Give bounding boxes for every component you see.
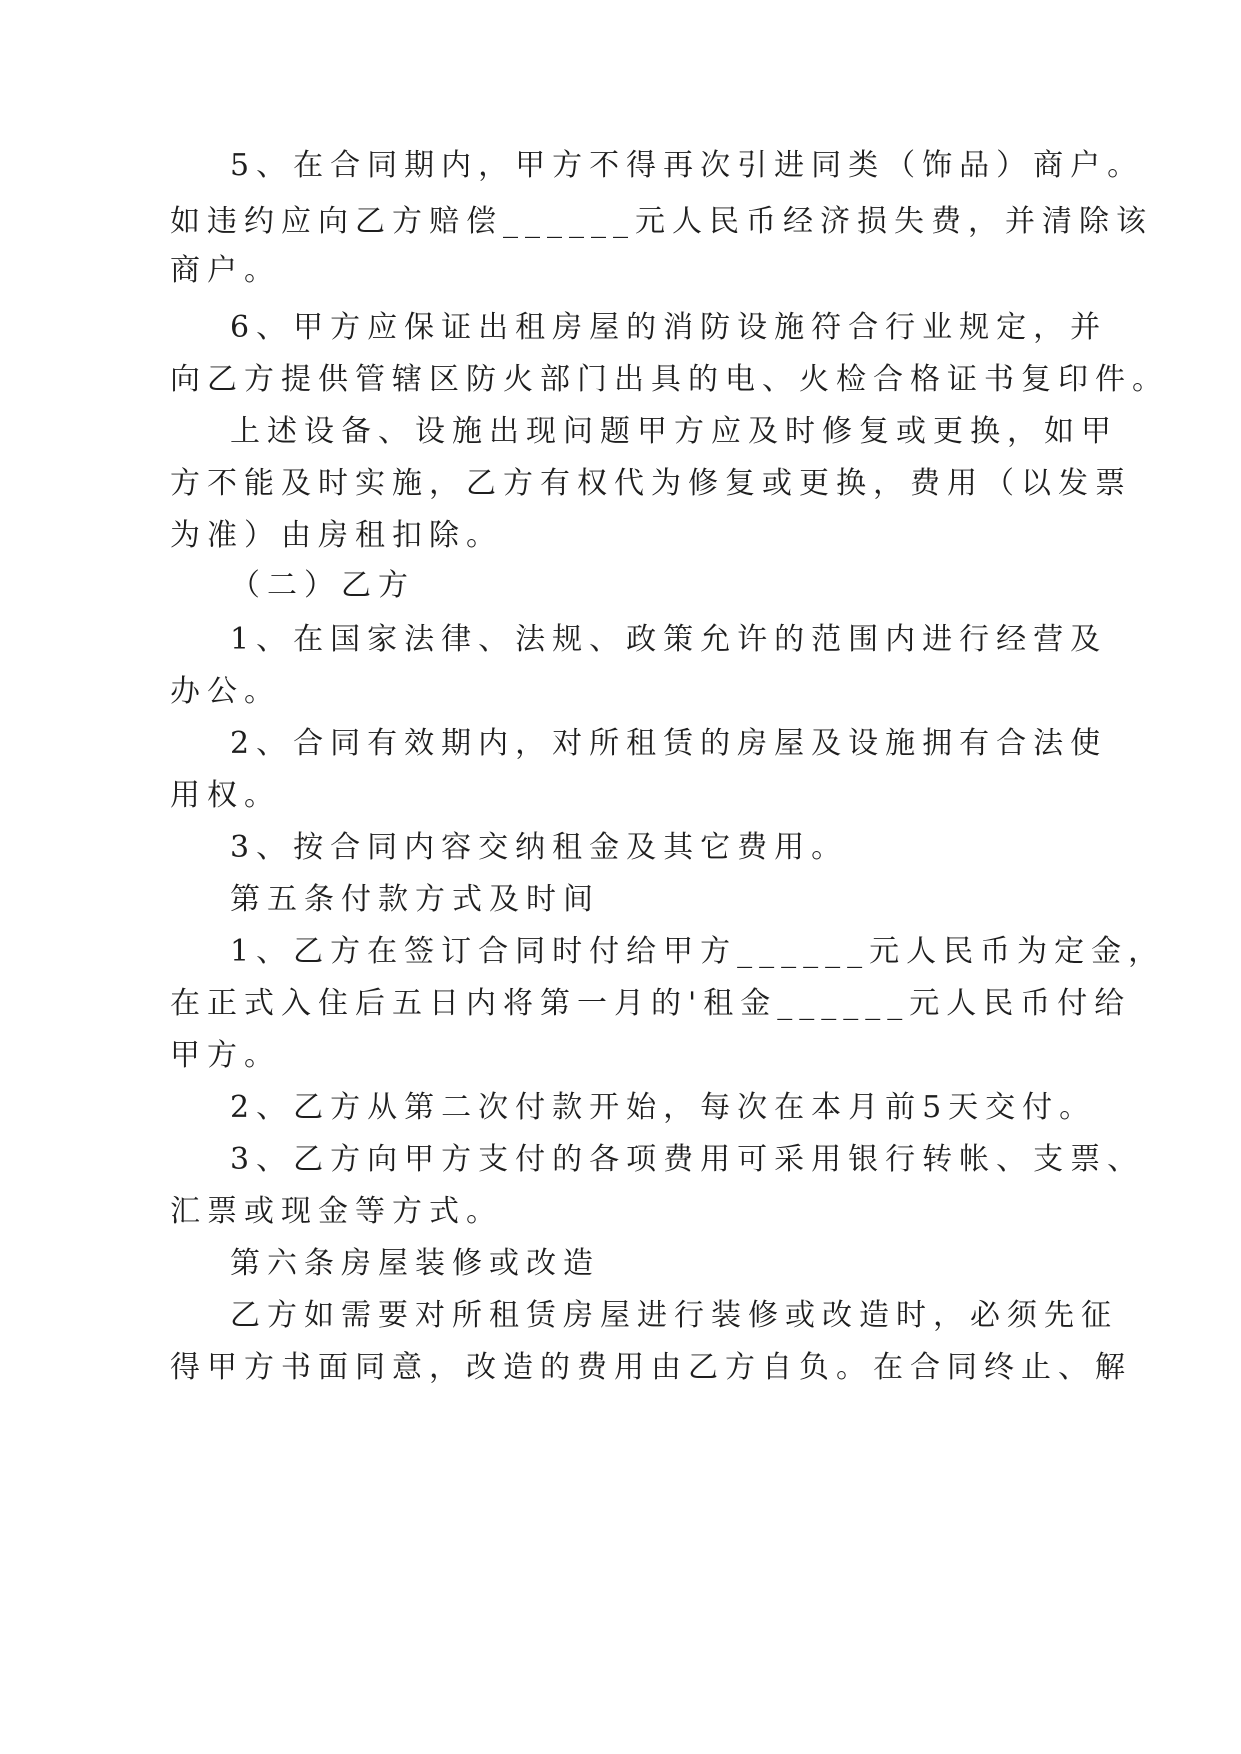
paragraph-line: 1、乙方在签订合同时付给甲方______元人民币为定金， — [230, 934, 1166, 969]
section-heading: （二）乙方 — [230, 568, 415, 603]
paragraph-line: 如违约应向乙方赔偿______元人民币经济损失费，并清除该 — [170, 204, 1153, 239]
paragraph-line: 2、乙方从第二次付款开始，每次在本月前5天交付。 — [230, 1090, 1097, 1125]
paragraph-line: 2、合同有效期内，对所租赁的房屋及设施拥有合法使 — [230, 726, 1108, 761]
paragraph-line: 甲方。 — [170, 1038, 281, 1073]
paragraph-line: 上述设备、设施出现问题甲方应及时修复或更换，如甲 — [230, 414, 1118, 449]
paragraph-line: 汇票或现金等方式。 — [170, 1194, 503, 1229]
paragraph-line: 6、甲方应保证出租房屋的消防设施符合行业规定，并 — [230, 310, 1108, 345]
paragraph-line: 商户。 — [170, 253, 281, 288]
paragraph-line: 用权。 — [170, 778, 281, 813]
section-heading: 第六条房屋装修或改造 — [230, 1246, 600, 1281]
section-heading: 第五条付款方式及时间 — [230, 882, 600, 917]
paragraph-line: 为准）由房租扣除。 — [170, 518, 503, 553]
paragraph-line: 得甲方书面同意，改造的费用由乙方自负。在合同终止、解 — [170, 1350, 1132, 1385]
paragraph-line: 办公。 — [170, 674, 281, 709]
paragraph-line: 在正式入住后五日内将第一月的'租金______元人民币付给 — [170, 986, 1132, 1021]
paragraph-line: 3、按合同内容交纳租金及其它费用。 — [230, 830, 849, 865]
paragraph-line: 乙方如需要对所租赁房屋进行装修或改造时，必须先征 — [230, 1298, 1118, 1333]
paragraph-line: 1、在国家法律、法规、政策允许的范围内进行经营及 — [230, 622, 1108, 657]
paragraph-line: 向乙方提供管辖区防火部门出具的电、火检合格证书复印件。 — [170, 362, 1169, 397]
paragraph-line: 3、乙方向甲方支付的各项费用可采用银行转帐、支票、 — [230, 1142, 1145, 1177]
paragraph-line: 5、在合同期内，甲方不得再次引进同类（饰品）商户。 — [230, 148, 1145, 183]
paragraph-line: 方不能及时实施，乙方有权代为修复或更换，费用（以发票 — [170, 466, 1132, 501]
